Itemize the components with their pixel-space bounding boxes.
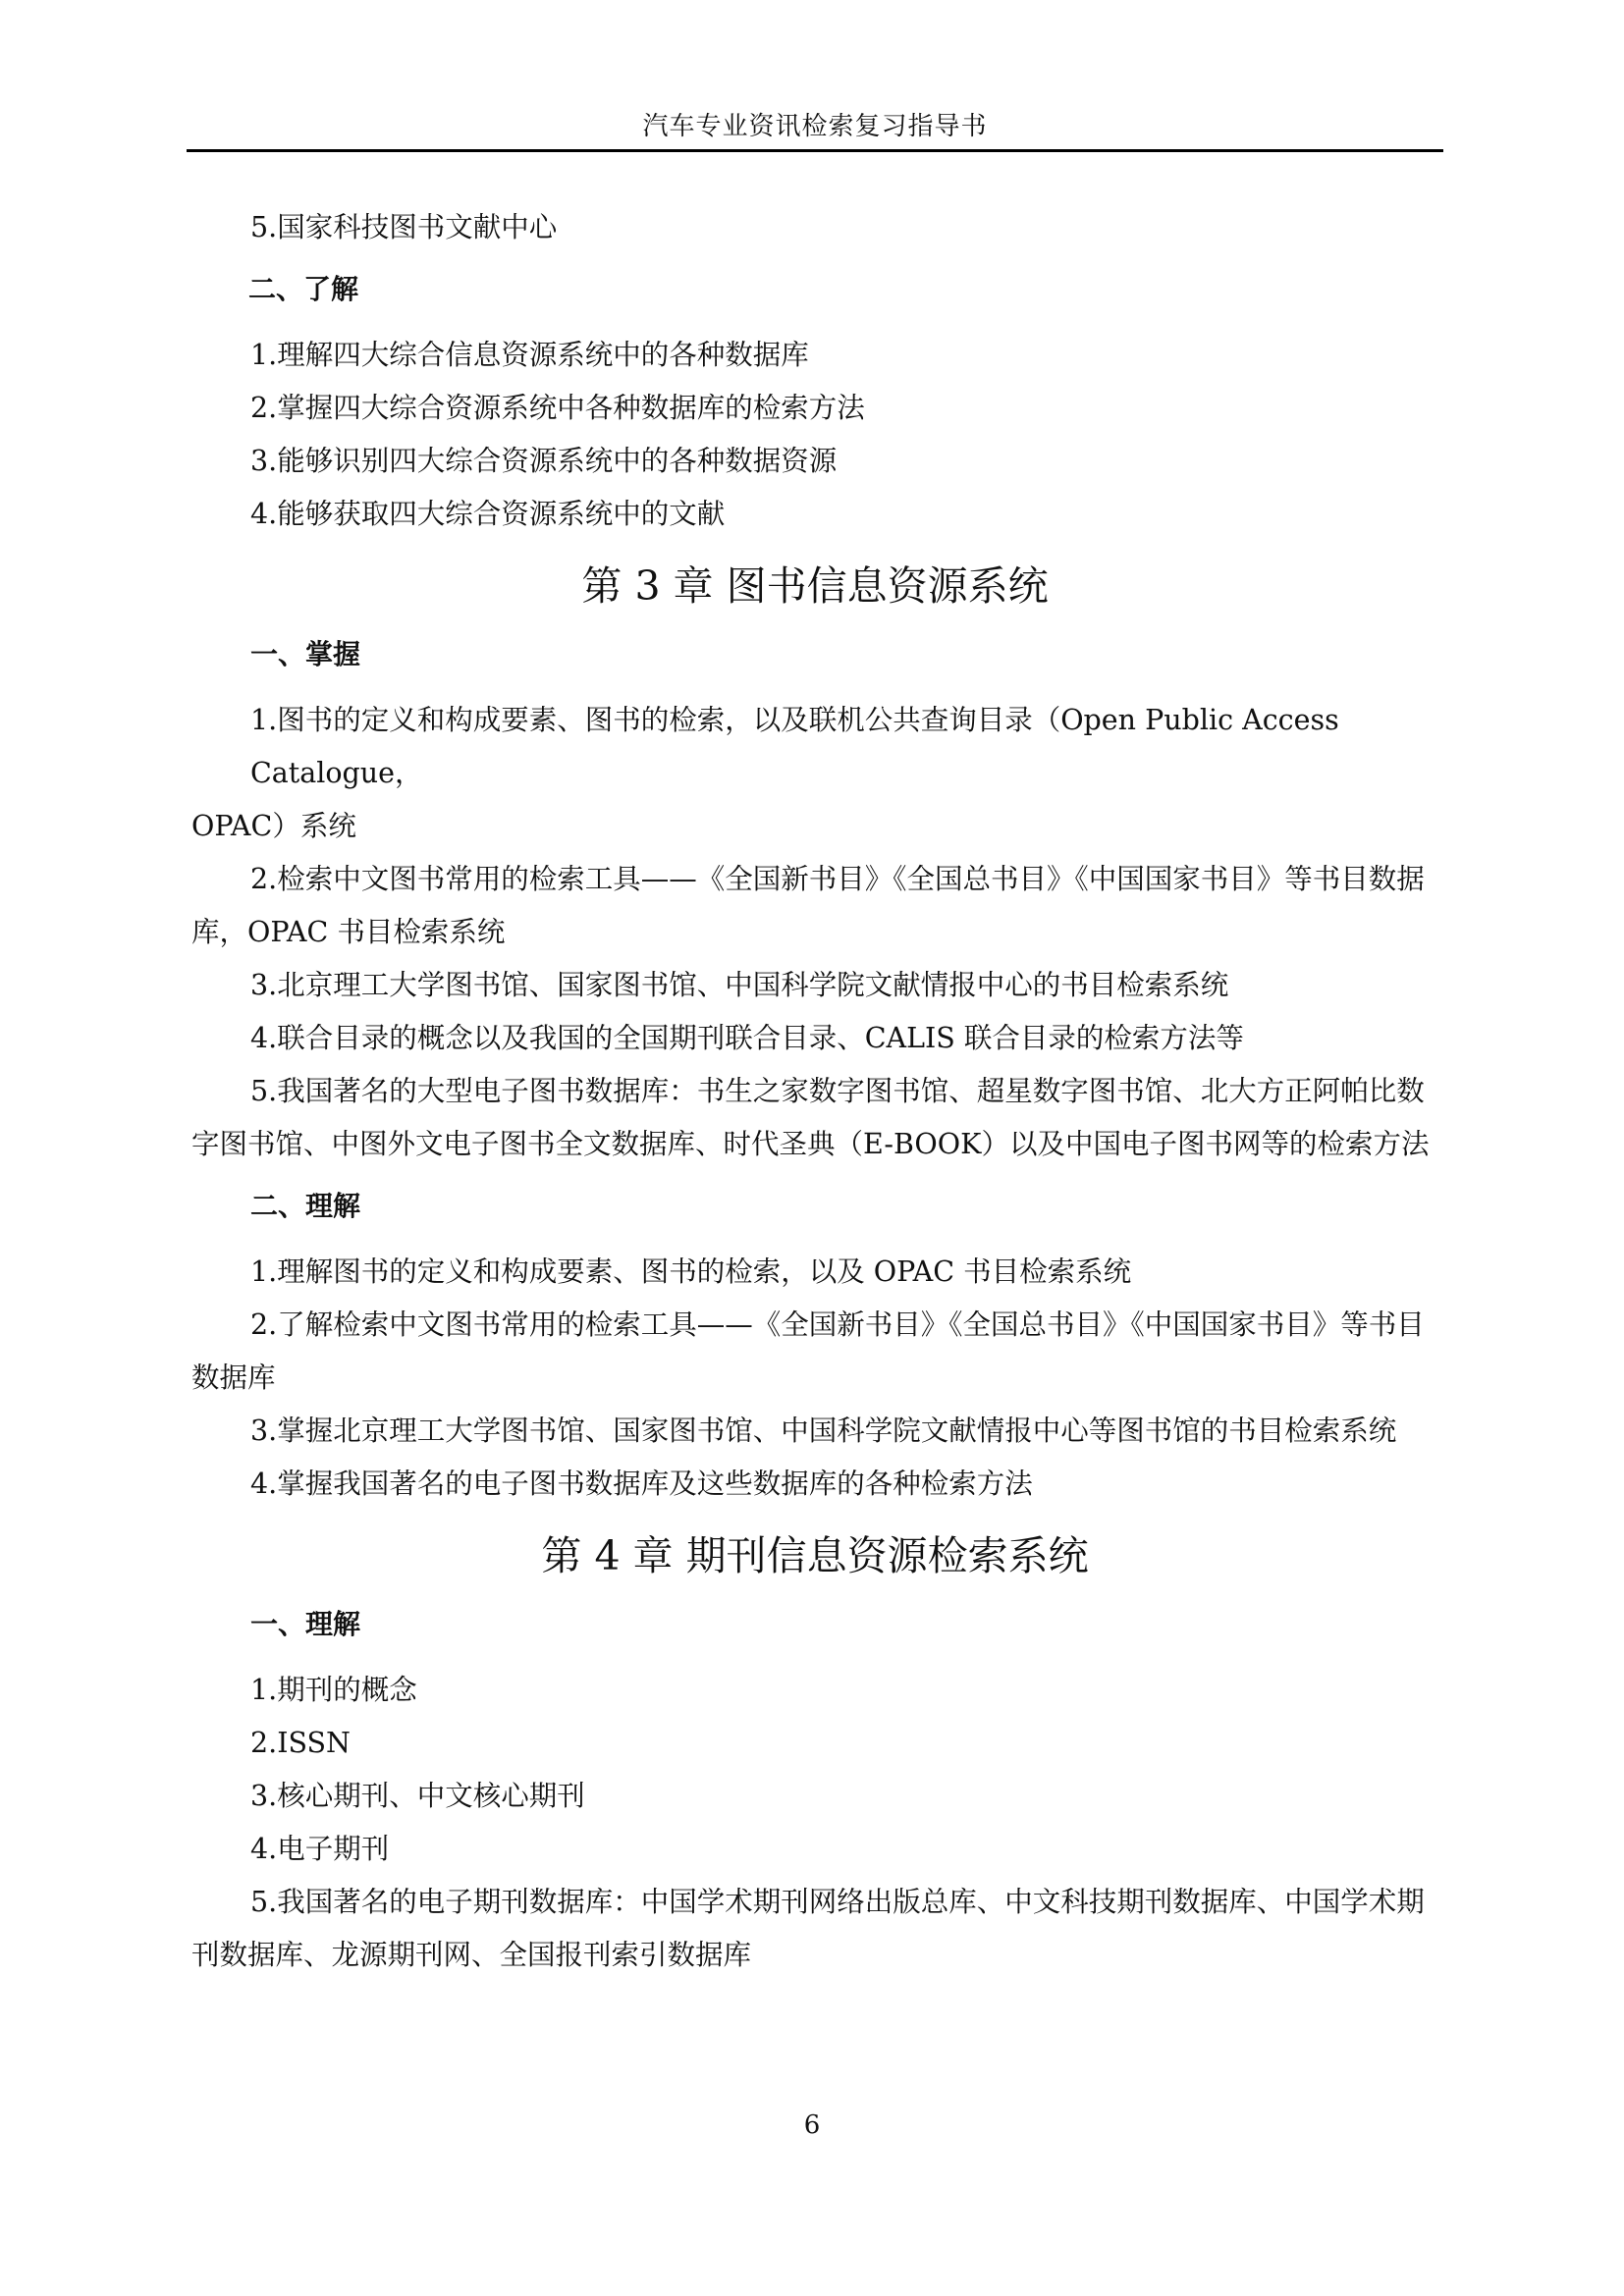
list-item: [191, 1065, 1440, 1171]
list-item: 3.能够识别四大综合资源系统中的各种数据资源: [250, 445, 838, 477]
running-header: 汽车专业资讯检索复习指导书: [642, 112, 988, 141]
section-heading: 一、理解: [250, 1608, 361, 1640]
list-item: 4.电子期刊: [250, 1833, 390, 1865]
list-item: [191, 1299, 1440, 1405]
list-item: 1.理解图书的定义和构成要素、图书的检索，以及 OPAC 书目检索系统: [250, 1255, 1132, 1288]
chapter-title: 第 3 章 图书信息资源系统: [581, 562, 1049, 610]
section-heading: 二、理解: [250, 1190, 361, 1222]
list-item: 3.北京理工大学图书馆、国家图书馆、中国科学院文献情报中心的书目检索系统: [250, 969, 1229, 1001]
list-item: 3.掌握北京理工大学图书馆、国家图书馆、中国科学院文献情报中心等图书馆的书目检索系统: [250, 1415, 1397, 1447]
section-heading: 一、掌握: [250, 638, 361, 670]
list-item: 3.核心期刊、中文核心期刊: [250, 1780, 585, 1812]
list-item: 2.ISSN: [250, 1727, 351, 1759]
page-body: [191, 201, 1440, 1982]
list-item: [191, 853, 1440, 959]
header-divider: [187, 149, 1443, 152]
list-item-line: 数据库: [191, 1362, 276, 1394]
list-item-line: 5.我国著名的大型电子图书数据库：书生之家数字图书馆、超星数字图书馆、北大方正阿帕比数: [250, 1075, 1425, 1107]
list-item-line: OPAC）系统: [191, 810, 356, 842]
list-item-line: 2.了解检索中文图书常用的检索工具——《全国新书目》《全国总书目》《中国国家书目》等书目: [250, 1308, 1425, 1341]
list-item: 1.理解四大综合信息资源系统中的各种数据库: [250, 339, 809, 371]
list-item: [191, 694, 1440, 853]
list-item-line: 2.检索中文图书常用的检索工具——《全国新书目》《全国总书目》《中国国家书目》等书目数据: [250, 863, 1425, 895]
section-heading: 二、了解: [248, 273, 359, 305]
chapter-title: 第 4 章 期刊信息资源检索系统: [541, 1532, 1089, 1579]
list-item-line: 刊数据库、龙源期刊网、全国报刊索引数据库: [191, 1939, 752, 1971]
list-item-line: 5.我国著名的电子期刊数据库：中国学术期刊网络出版总库、中文科技期刊数据库、中国学术期: [250, 1886, 1425, 1918]
list-item: 4.联合目录的概念以及我国的全国期刊联合目录、CALIS 联合目录的检索方法等: [250, 1022, 1244, 1054]
list-item-line: 1.图书的定义和构成要素、图书的检索，以及联机公共查询目录（Open Public Access Catalogue，: [250, 704, 1339, 789]
list-item: [191, 1876, 1440, 1982]
list-item: 5.国家科技图书文献中心: [250, 211, 558, 243]
list-item: 1.期刊的概念: [250, 1674, 417, 1706]
page-number: 6: [803, 2110, 821, 2140]
list-item: 4.能够获取四大综合资源系统中的文献: [250, 498, 726, 530]
list-item: 2.掌握四大综合资源系统中各种数据库的检索方法: [250, 392, 865, 424]
list-item: 4.掌握我国著名的电子图书数据库及这些数据库的各种检索方法: [250, 1468, 1033, 1500]
list-item-line: 库，OPAC 书目检索系统: [191, 916, 506, 948]
list-item-line: 字图书馆、中图外文电子图书全文数据库、时代圣典（E-BOOK）以及中国电子图书网等的检索方法: [191, 1128, 1430, 1160]
